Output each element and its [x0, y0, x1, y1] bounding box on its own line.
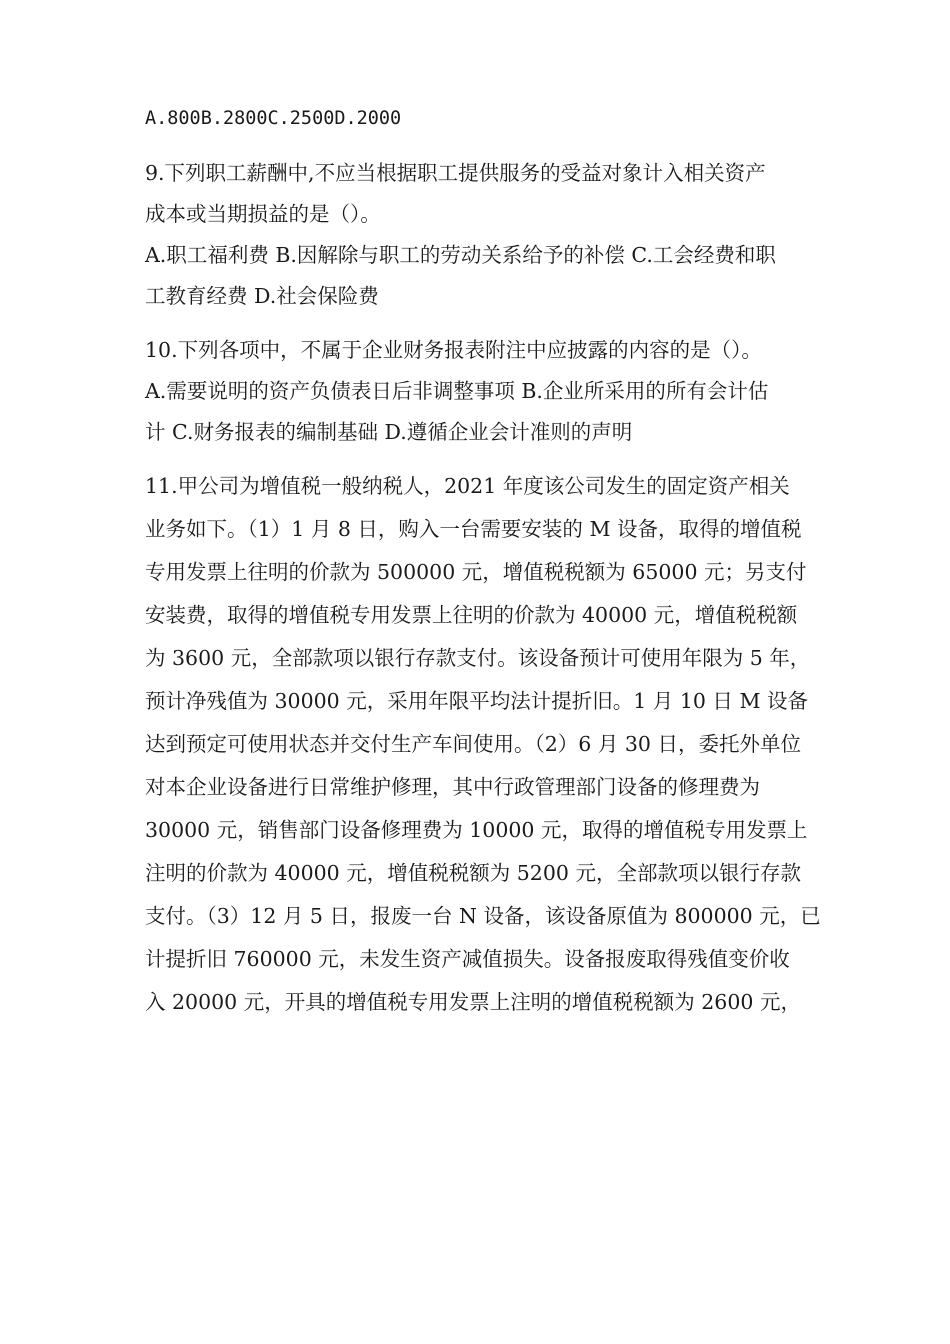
question-9-options-line-2: 工教育经费 D.社会保险费	[145, 284, 379, 308]
question-11-line-5: 为 3600 元，全部款项以银行存款支付。该设备预计可使用年限为 5 年，	[145, 646, 811, 670]
question-10-stem: 10.下列各项中，不属于企业财务报表附注中应披露的内容的是（）。	[145, 338, 762, 362]
question-9-stem-line-1: 9.下列职工薪酬中,不应当根据职工提供服务的受益对象计入相关资产	[145, 161, 766, 185]
question-8-options: A.800B.2800C.2500D.2000	[145, 108, 402, 129]
question-11-line-1: 11.甲公司为增值税一般纳税人，2021 年度该公司发生的固定资产相关	[145, 474, 790, 498]
question-11-line-9: 30000 元，销售部门设备修理费为 10000 元，取得的增值税专用发票上	[145, 818, 808, 842]
document-page	[145, 104, 821, 1030]
question-10-options-line-2: 计 C.财务报表的编制基础 D.遵循企业会计准则的声明	[145, 420, 633, 444]
question-11-line-10: 注明的价款为 40000 元，增值税税额为 5200 元，全部款项以银行存款	[145, 861, 801, 885]
question-10-options-line-1: A.需要说明的资产负债表日后非调整事项 B.企业所采用的所有会计估	[145, 379, 769, 403]
question-11-line-8: 对本企业设备进行日常维护修理，其中行政管理部门设备的修理费为	[145, 775, 760, 799]
question-11-line-13: 入 20000 元，开具的增值税专用发票上注明的增值税税额为 2600 元，	[145, 990, 801, 1014]
question-11-line-4: 安装费，取得的增值税专用发票上往明的价款为 40000 元，增值税税额	[145, 603, 798, 627]
question-9-stem-line-2: 成本或当期损益的是（）。	[145, 202, 381, 226]
question-11-line-7: 达到预定可使用状态并交付生产车间使用。（2）6 月 30 日，委托外单位	[145, 732, 801, 756]
question-11-line-11: 支付。（3）12 月 5 日，报废一台 N 设备，该设备原值为 800000 元，已	[145, 904, 821, 928]
question-11-line-3: 专用发票上往明的价款为 500000 元，增值税税额为 65000 元；另支付	[145, 560, 807, 584]
question-11-line-6: 预计净残值为 30000 元，采用年限平均法计提折旧。1 月 10 日 M 设备	[145, 689, 808, 713]
question-9-options-line-1: A.职工福利费 B.因解除与职工的劳动关系给予的补偿 C.工会经费和职	[145, 243, 776, 267]
question-11-line-12: 计提折旧 760000 元，未发生资产减值损失。设备报废取得残值变价收	[145, 947, 790, 971]
question-11-line-2: 业务如下。（1）1 月 8 日，购入一台需要安装的 M 设备，取得的增值税	[145, 517, 802, 541]
